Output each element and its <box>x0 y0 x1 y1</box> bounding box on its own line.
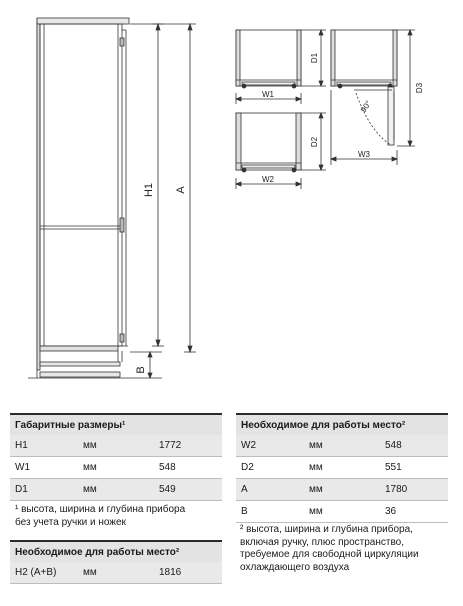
label-angle: 90° <box>358 99 374 115</box>
table-row <box>10 562 222 584</box>
label-d3: D3 <box>415 82 424 94</box>
param-cell: H1 <box>10 435 78 457</box>
footnote-2-line: ² высота, ширина и глубина прибора, <box>240 524 413 535</box>
value-cell: 549 <box>154 479 222 501</box>
table-row <box>10 479 222 501</box>
space-table-left-title: Необходимое для работы место² <box>10 541 222 562</box>
unit-cell: мм <box>78 562 154 584</box>
unit-cell: мм <box>304 457 380 479</box>
label-h1: H1 <box>143 182 155 198</box>
param-cell: D1 <box>10 479 78 501</box>
param-cell: A <box>236 479 304 501</box>
top-view-w2-d2 <box>236 113 326 189</box>
space-table-left <box>10 540 222 584</box>
param-cell: W2 <box>236 435 304 457</box>
unit-cell: мм <box>78 435 154 457</box>
space-table-right-title: Необходимое для работы место² <box>236 414 448 435</box>
unit-cell: мм <box>304 479 380 501</box>
table-row <box>236 435 448 457</box>
footnote-1-line: ¹ высота, ширина и глубина прибора <box>15 504 186 515</box>
label-w2: W2 <box>262 175 274 184</box>
table-row <box>236 501 448 523</box>
table-row <box>10 435 222 457</box>
param-cell: W1 <box>10 457 78 479</box>
footnote-2-line: требуемое для свободной циркуляции <box>240 549 419 560</box>
table-row <box>10 457 222 479</box>
value-cell: 1780 <box>380 479 448 501</box>
footnote-2-line: включая ручку, плюс пространство, <box>240 536 404 548</box>
label-d2: D2 <box>310 136 319 148</box>
table-row <box>236 479 448 501</box>
value-cell: 36 <box>380 501 448 523</box>
value-cell: 1816 <box>154 562 222 584</box>
label-w1: W1 <box>262 90 274 99</box>
dimensions-table-title: Габаритные размеры¹ <box>10 414 222 435</box>
label-a: A <box>175 186 187 194</box>
label-d1: D1 <box>310 52 319 64</box>
table-row <box>236 457 448 479</box>
label-b: B <box>135 366 147 374</box>
top-view-door-open <box>331 30 415 165</box>
unit-cell: мм <box>304 501 380 523</box>
unit-cell: мм <box>304 435 380 457</box>
value-cell: 1772 <box>154 435 222 457</box>
top-view-w1-d1 <box>236 30 326 104</box>
value-cell: 548 <box>154 457 222 479</box>
label-w3: W3 <box>358 150 370 159</box>
front-view <box>28 18 196 378</box>
footnote-1 <box>15 504 220 529</box>
value-cell: 551 <box>380 457 448 479</box>
param-cell: B <box>236 501 304 523</box>
value-cell: 548 <box>380 435 448 457</box>
unit-cell: мм <box>78 457 154 479</box>
param-cell: D2 <box>236 457 304 479</box>
footnote-2-line: охлаждающего воздуха <box>240 561 350 573</box>
dimensions-table <box>10 413 222 501</box>
footnote-2 <box>240 524 455 574</box>
param-cell: H2 (A+B) <box>10 562 78 584</box>
space-table-right <box>236 413 448 523</box>
unit-cell: мм <box>78 479 154 501</box>
footnote-1-line: без учета ручки и ножек <box>15 516 126 528</box>
